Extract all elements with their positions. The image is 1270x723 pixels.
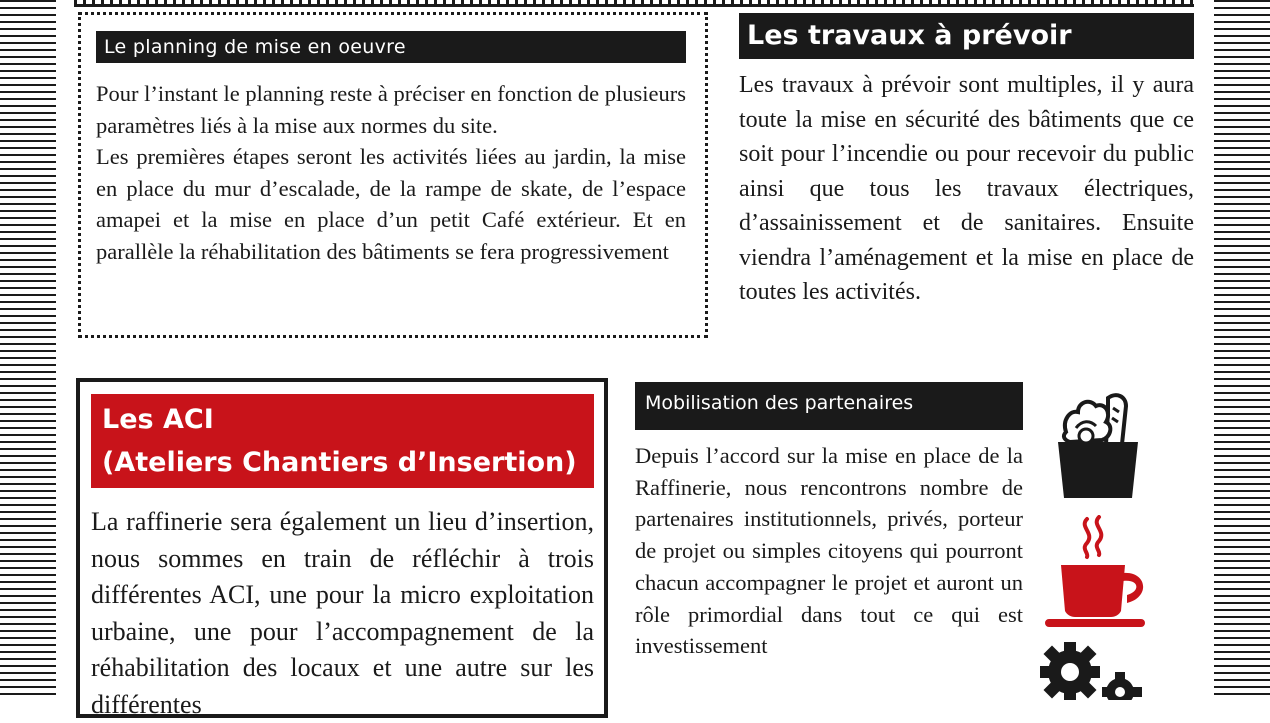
coffee-cup-icon xyxy=(1043,515,1151,627)
top-decorative-line xyxy=(74,4,1194,7)
mobilisation-body xyxy=(635,440,1023,662)
aci-heading-line-1: Les ACI xyxy=(102,404,214,435)
mobilisation-heading: Mobilisation des partenaires xyxy=(635,382,1023,430)
travaux-body xyxy=(739,68,1194,310)
grocery-basket-icon xyxy=(1056,392,1140,500)
mobilisation-paragraph: Depuis l’accord sur la mise en place de la Raffinerie, nous rencontrons nombre de partenaires institutionnels, privés, porteur de projet ou simples citoyens qui pourront chacun accompagner le projet et auront un rôle primordial dans tout ce qui est investissement xyxy=(635,443,1023,659)
aci-paragraph: La raffinerie sera également un lieu d’insertion, nous sommes en train de réfléchir à trois différentes ACI, une pour la micro exploitation urbaine, une pour l’accompagnement de la réhabilitation des locaux et une autre sur les différentes xyxy=(91,507,594,719)
travaux-paragraph: Les travaux à prévoir sont multiples, il y aura toute la mise en sécurité des bâtiments que ce soit pour l’incendie ou pour recevoir du public ainsi que tous les travaux électriques, d’assainissement et de sanitaires. Ensuite viendra l’aménagement et la mise en place de toutes les activités. xyxy=(739,72,1194,305)
travaux-heading: Les travaux à prévoir xyxy=(739,13,1194,59)
planning-body xyxy=(96,78,686,267)
planning-heading: Le planning de mise en oeuvre xyxy=(96,31,686,63)
aci-heading xyxy=(91,394,594,488)
planning-paragraph-1: Pour l’instant le planning reste à préciser en fonction de plusieurs paramètres liés à la mise aux normes du site. xyxy=(96,81,686,138)
left-stripe-border xyxy=(0,0,56,700)
right-stripe-border xyxy=(1214,0,1270,700)
gears-icon xyxy=(1040,640,1144,700)
planning-paragraph-2: Les premières étapes seront les activités liées au jardin, la mise en place du mur d’escalade, de la rampe de skate, de l’espace amapei et la mise en place d’un petit Café extérieur. Et en parallèle la réhabilitation des bâtiments se fera progressivement xyxy=(96,144,686,264)
aci-heading-line-2: (Ateliers Chantiers d’Insertion) xyxy=(102,447,577,478)
aci-body xyxy=(91,504,594,723)
